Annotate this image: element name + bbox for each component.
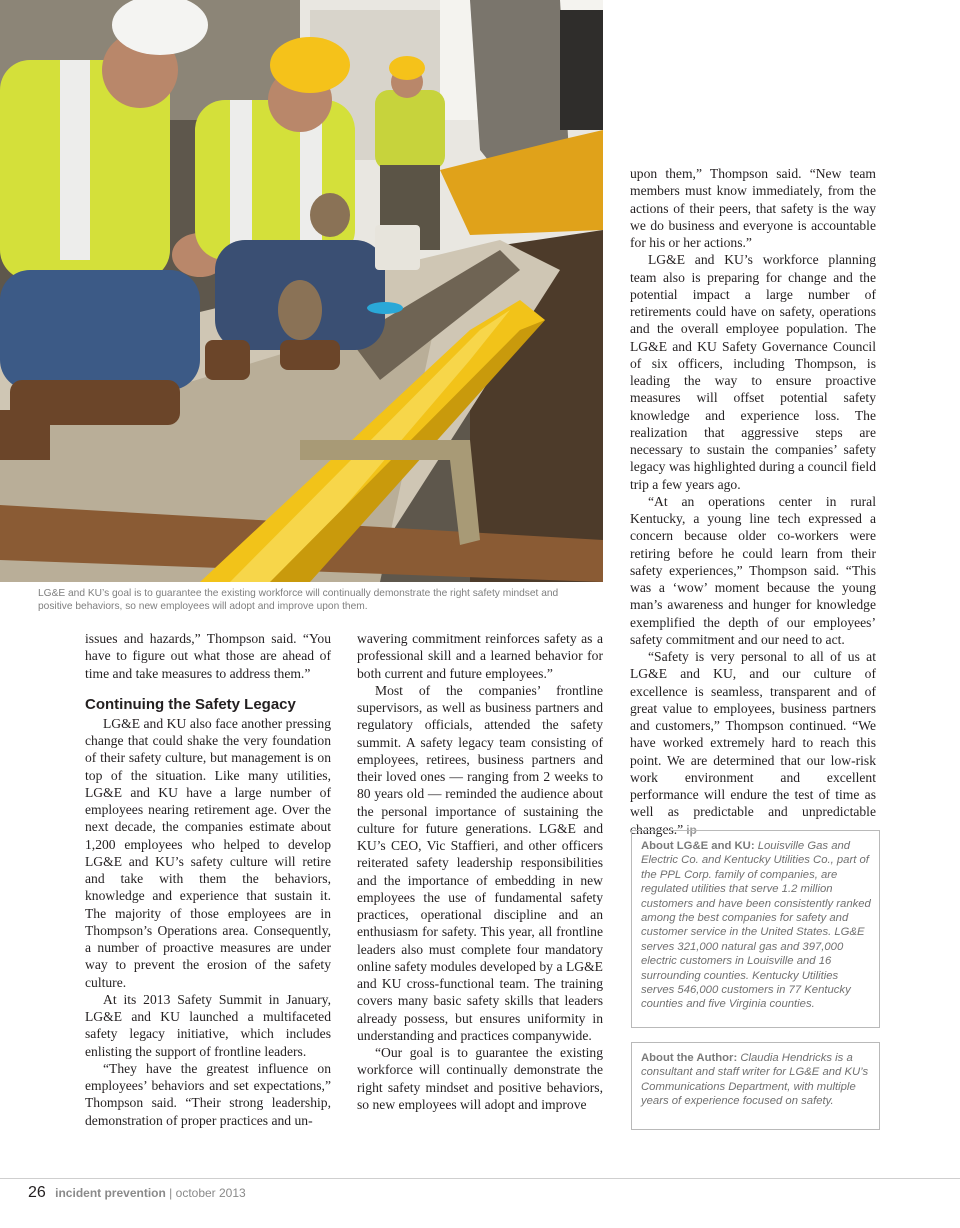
page-footer bbox=[28, 1184, 246, 1202]
paragraph-text: “Safety is very personal to all of us at LG&E and KU, and our culture of excellence is seamless, transparent and of great value to employees, business partners and customers,” Thompson continued. “We have worked extremely hard to reach this point. We are determined that our low-risk work environment and excellent performance will endure the test of time as well as predictable and unpredictable changes.” bbox=[630, 649, 876, 837]
issue-date: october 2013 bbox=[175, 1186, 246, 1200]
paragraph: issues and hazards,” Thompson said. “You have to figure out what those are ahead of time and take measures to address them.” bbox=[85, 631, 331, 681]
paragraph: wavering commitment reinforces safety as a professional skill and a learned behavior for both current and future employees.” bbox=[357, 631, 603, 681]
paragraph: upon them,” Thompson said. “New team members must know immediately, from the actions of their peers, that safety is the way we do business and everyone is accountable for his or her actions.” bbox=[630, 166, 876, 250]
section-heading: Continuing the Safety Legacy bbox=[85, 695, 296, 713]
footer-separator: | bbox=[169, 1186, 173, 1200]
publication-name: incident prevention bbox=[55, 1186, 166, 1200]
about-author-box bbox=[631, 1042, 880, 1130]
article-column-2 bbox=[357, 630, 603, 1113]
paragraph: LG&E and KU’s workforce planning team also is preparing for change and the potential impact a large number of retirements could have on safety, operations and the overall employee population. The LG&E and KU Safety Governance Council of six officers, including Thompson, is leading the way to ensure proactive measures will offset potential safety knowledge and experience loss. The realization that aggressive steps are necessary to sustain the companies’ safety legacy was highlighted during a council field trip a few years ago. bbox=[630, 252, 876, 492]
about-company-label: About LG&E and KU: bbox=[641, 840, 755, 852]
article-column-1 bbox=[85, 630, 331, 1129]
article-column-3 bbox=[630, 165, 876, 839]
about-author-label: About the Author: bbox=[641, 1052, 738, 1064]
construction-photo-illustration bbox=[0, 0, 603, 582]
about-company-text: Louisville Gas and Electric Co. and Kentucky Utilities Co., part of the PPL Corp. family of companies, are regulated utilities that serve 1.2 million customers and have been consistently ranked among the best companies for safety and customer service in the United States. LG&E serves 321,000 natural gas and 397,000 electric customers in Louisville and 16 surrounding counties. Kentucky Utilities serves 546,000 customers in 77 Kentucky counties and five Virginia counties. bbox=[641, 840, 871, 1011]
about-author-text: Claudia Hendricks is a consultant and staff writer for LG&E and KU’s Communications Department, with multiple years of experience focused on safety. bbox=[641, 1052, 869, 1108]
page-number: 26 bbox=[28, 1184, 46, 1201]
paragraph: At its 2013 Safety Summit in January, LG&E and KU launched a multifaceted safety legacy initiative, which includes enlisting the support of frontline leaders. bbox=[85, 991, 331, 1059]
paragraph bbox=[630, 648, 876, 839]
paragraph: “They have the greatest influence on employees’ behaviors and set expectations,” Thompson said. “Their strong leadership, demonstration of proper practices and un- bbox=[85, 1060, 331, 1128]
about-company-box bbox=[631, 830, 880, 1028]
end-mark-icon: ip bbox=[686, 822, 697, 837]
paragraph: LG&E and KU also face another pressing change that could shake the very foundation of their safety culture, but management is on top of the situation. Like many utilities, LG&E and KU have a large number of employees nearing retirement age. Over the next decade, the companies estimate about 1,200 employees who helped to develop LG&E and KU’s safety culture will retire and take with them the behaviors, knowledge and experience that sustain it. The majority of those employees are in Thompson’s Operations area. Consequently, a number of proactive measures are under way to prevent the erosion of the safety culture. bbox=[85, 715, 331, 990]
photo-caption: LG&E and KU’s goal is to guarantee the existing workforce will continually demonstrate the right safety mindset and positive behaviors, so new employees will adopt and improve upon them. bbox=[38, 588, 559, 612]
paragraph: “At an operations center in rural Kentucky, a young line tech expressed a concern because older co-workers were retiring before he could learn from their safety experiences,” Thompson said. “This was a ‘wow’ moment because the young man’s awareness and hunger for knowledge exemplified the depth of our employees’ safety commitment and our need to act. bbox=[630, 493, 876, 647]
paragraph: “Our goal is to guarantee the existing workforce will continually demonstrate the right safety mindset and positive behaviors, so new employees will adopt and improve bbox=[357, 1045, 603, 1112]
paragraph: Most of the companies’ frontline supervisors, as well as business partners and regulatory officials, attended the safety summit. A safety legacy team consisting of employees, retirees, business partners and their loved ones — ranging from 2 weeks to 80 years old — reminded the audience about the personal importance of sustaining the culture for future generations. LG&E and KU’s CEO, Vic Staffieri, and other officers reiterated safety leadership responsibilities and the importance of embedding in new employees the use of fundamental safety practices, operational discipline and an enthusiasm for safety. This year, all frontline leaders also must complete four mandatory online safety modules developed by a LG&E and KU cross-functional team. The training covers many basic safety skills that leaders already possess, but ensures uniformity in understanding and practices companywide. bbox=[357, 682, 603, 1043]
hero-photo bbox=[0, 0, 603, 582]
footer-divider bbox=[0, 1178, 960, 1179]
